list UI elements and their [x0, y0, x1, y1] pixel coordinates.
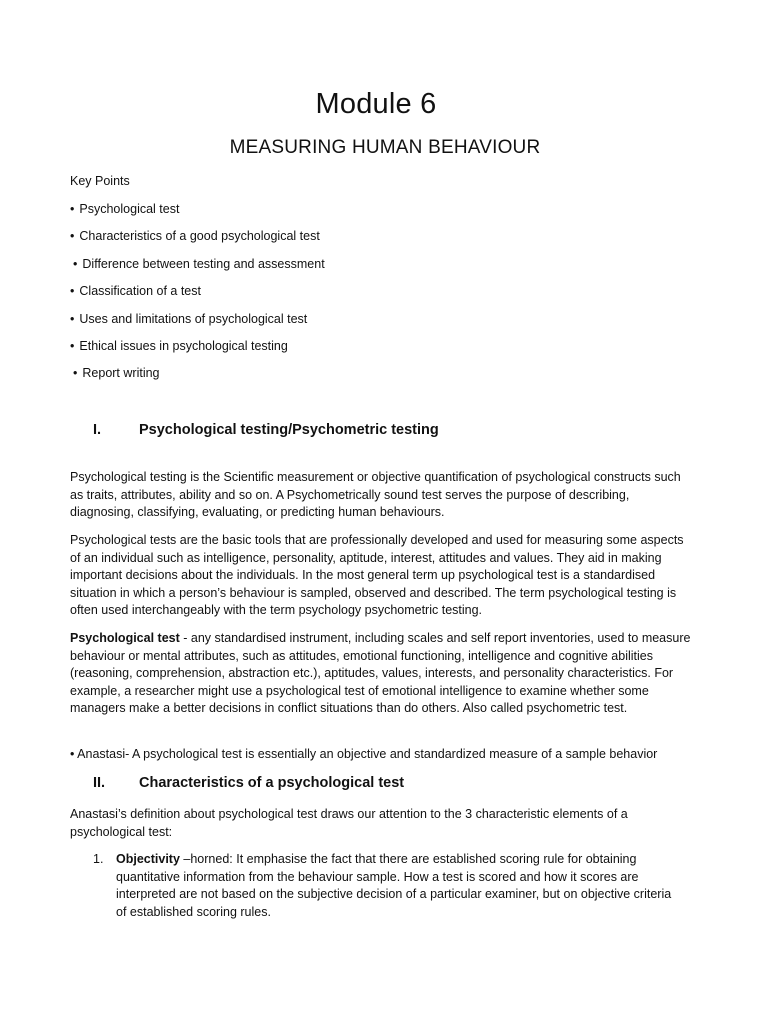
paragraph: Anastasi’s definition about psychological test draws our attention to the 3 characteristic elements of a psychological test:: [70, 807, 628, 839]
key-point-item: • Uses and limitations of psychological test: [70, 312, 308, 326]
section-title: Characteristics of a psychological test: [139, 775, 405, 791]
bullet-icon: •: [70, 229, 75, 243]
section-heading-2: [93, 775, 404, 791]
list-number: 1.: [93, 852, 104, 866]
list-item-body: Objectivity –horned: It emphasise the fact that there are established scoring rule for obtaining quantitative information from the behaviour sample. How a test is scored and how it scores are interpreted are not based on the subjective decision of a particular examiner, but on objective criteria of established scoring rules.: [116, 852, 672, 919]
module-title: Module 6: [315, 88, 437, 120]
anastasi-definition: • Anastasi- A psychological test is essentially an objective and standardized measure of a sample behavior: [70, 747, 658, 761]
section-number: II.: [93, 775, 106, 791]
bullet-icon: •: [70, 312, 75, 326]
paragraph: Psychological testing is the Scientific measurement or objective quantification of psychological constructs such as traits, attributes, ability and so on. A Psychometrically sound test serves the purpose of describing, diagnosing, classifying, evaluating, or predicting human behaviours.: [70, 470, 681, 520]
key-point-item: • Classification of a test: [70, 284, 201, 298]
section-title: Psychological testing/Psychometric testing: [139, 422, 439, 438]
key-point-item: • Characteristics of a good psychological test: [70, 229, 320, 243]
key-point-item: • Ethical issues in psychological testing: [70, 339, 288, 353]
bullet-icon: •: [73, 366, 78, 380]
key-point-item: • Psychological test: [70, 202, 180, 216]
term-bold: Objectivity: [116, 852, 180, 866]
section-number: I.: [93, 422, 102, 438]
key-point-item: • Report writing: [73, 366, 160, 380]
key-point-item: • Difference between testing and assessment: [73, 257, 325, 271]
bullet-icon: •: [73, 257, 78, 271]
paragraph-definition: Psychological test - any standardised instrument, including scales and self report inventories, used to measure behaviour or mental attributes, such as attitudes, emotional functioning, intelligence and cognitive abilities (reasoning, comprehension, abstraction etc.), aptitudes, values, interests, and personality characteristics. For example, a researcher might use a psychological test of emotional intelligence to examine whether some managers make a better decisions in conflict situations than do others. Also called psychometric test.: [70, 631, 691, 716]
section-heading-1: [93, 422, 439, 438]
document-title: MEASURING HUMAN BEHAVIOUR: [229, 137, 541, 158]
bullet-icon: •: [70, 202, 75, 216]
key-points-heading: Key Points: [70, 174, 130, 188]
term-bold: Psychological test: [70, 631, 180, 645]
paragraph: Psychological tests are the basic tools that are professionally developed and used for measuring some aspects of an individual such as intelligence, personality, aptitude, interest, attitudes and values. They aid in making important decisions about the individuals. In the most general term up psychological test is a standardised situation in which a person’s behaviour is sampled, observed and described. The term psychological testing is often used interchangeably with the term psychology psychometric testing.: [70, 533, 684, 618]
bullet-icon: •: [70, 284, 75, 298]
bullet-icon: •: [70, 339, 75, 353]
numbered-list-item: [93, 851, 673, 921]
